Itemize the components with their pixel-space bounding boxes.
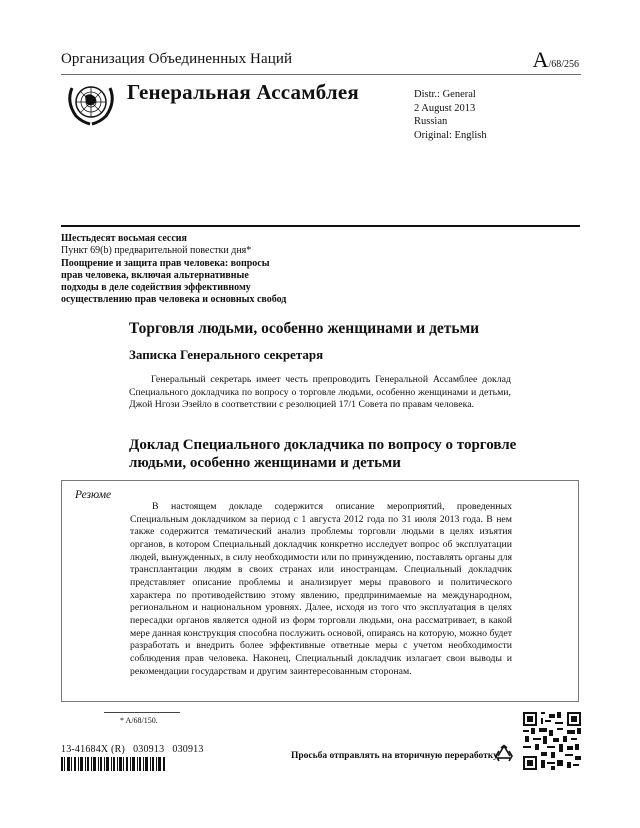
- barcode-icon: [61, 757, 166, 771]
- footnote-rule: [104, 712, 180, 713]
- document-symbol: [533, 47, 579, 73]
- distr-date: 2 August 2013: [414, 102, 476, 114]
- distr-language: Russian: [414, 116, 448, 127]
- intro-paragraph: Генеральный секретарь имеет честь препроводить Генеральной Ассамблее доклад Специального докладчика по вопросу о торговле людьми, особенно женщинами и детьми, Джой Нгози Эзейло в соответствии с резолюцией 17/1 Совета по правам человека.: [129, 374, 511, 411]
- agenda-block: [61, 233, 331, 307]
- document-title: Торговля людьми, особенно женщинами и детьми: [129, 320, 480, 337]
- recycle-icon: [494, 744, 514, 764]
- agenda-topic-line: Поощрение и защита прав человека: вопросы: [61, 257, 270, 269]
- note-title: Записка Генерального секретаря: [129, 347, 324, 362]
- recycle-notice: Просьба отправлять на вторичную переработку: [291, 751, 498, 761]
- un-emblem-icon: [63, 78, 119, 128]
- summary-label: Резюме: [75, 489, 112, 501]
- document-number: 13-41684X (R) 030913 030913: [61, 744, 204, 755]
- agenda-topic-line: прав человека, включая альтернативные: [61, 269, 249, 281]
- body-name: Генеральная Ассамблея: [127, 80, 359, 104]
- agenda-item: Пункт 69(b) предварительной повестки дня*: [61, 245, 252, 257]
- agenda-topic-line: осуществлению прав человека и основных свобод: [61, 294, 287, 306]
- distribution-info: [414, 88, 487, 142]
- session-label: Шестьдесят восьмая сессия: [61, 233, 187, 244]
- symbol-suffix: /68/256: [548, 59, 579, 70]
- symbol-prefix: A: [532, 47, 549, 72]
- report-title: Доклад Специального докладчика по вопросу о торговле людьми, особенно женщинами и детьми: [129, 437, 517, 471]
- header-rule: [61, 74, 581, 75]
- summary-text: В настоящем докладе содержится описание мероприятий, проведенных Специальным докладчиком за период с 1 августа 2012 года по 31 июля 2013 года. В нем также содержится тематический анализ проблемы торговли людьми в целях изъятия органов, в котором Специальный докладчик конкретно исследует вопрос об эксплуатации людей, вынужденных, в силу необходимости или по принуждению, поставлять органы для трансплантации людям в своих странах или иностранцам. Специальный докладчик представляет описание проблемы и анализирует меры правового и политического характера по противодействию этому явлению, предпринимаемые на международном, региональном и национальном уровнях. Далее, исходя из того что эксплуатация в целях пересадки органов является одной из форм торговли людьми, она рассматривает, в какой мере данная конструкция способна послужить основой, опираясь на которую, можно будет разработать и внедрить более эффективные ответные меры с учетом необходимости соблюдения прав человека. Наконец, Специальный докладчик излагает свои выводы и рекомендации государствам и другим заинтересованным сторонам.: [130, 501, 512, 677]
- qr-code-icon: [523, 712, 581, 770]
- distr-label: Distr.: General: [414, 89, 476, 100]
- agenda-topic-line: подходы в деле содействия эффективному: [61, 282, 251, 294]
- distr-original: Original: English: [414, 129, 487, 141]
- section-rule: [61, 225, 580, 227]
- organization-name: Организация Объединенных Наций: [61, 51, 293, 67]
- footnote: * A/68/150.: [120, 716, 158, 725]
